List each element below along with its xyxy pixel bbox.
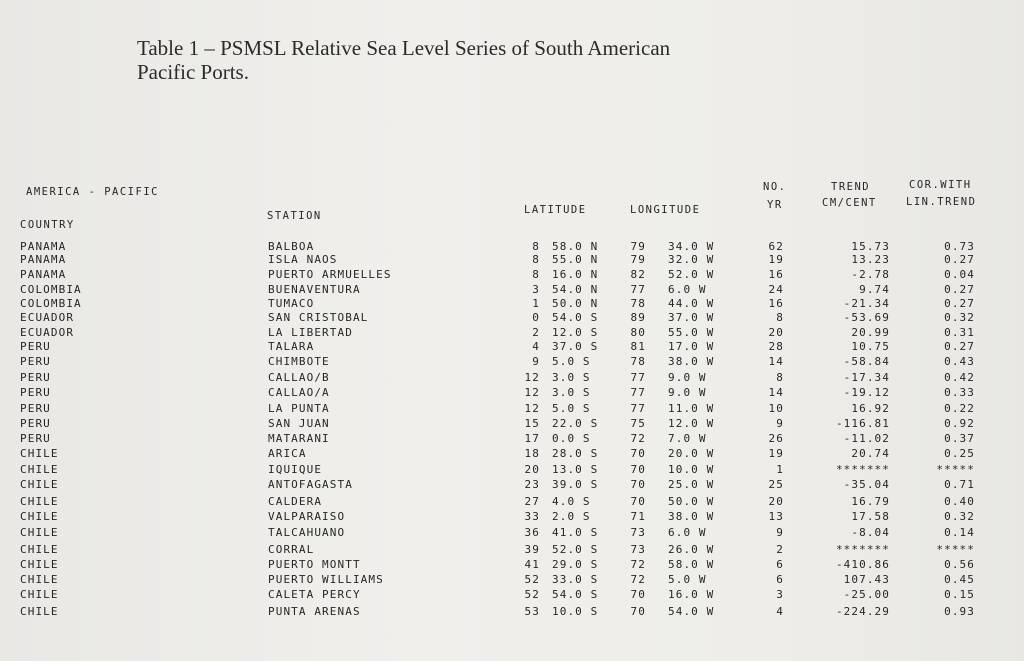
country-cell: PANAMA bbox=[20, 253, 67, 266]
longitude-minutes-cell: 9.0 W bbox=[668, 371, 707, 384]
latitude-degrees-cell: 9 bbox=[532, 355, 540, 368]
latitude-degrees-cell: 0 bbox=[532, 311, 540, 324]
longitude-degrees-cell: 77 bbox=[630, 283, 646, 296]
latitude-degrees-cell: 12 bbox=[524, 402, 540, 415]
trend-cell: -410.86 bbox=[835, 558, 890, 571]
longitude-minutes-cell: 38.0 W bbox=[668, 510, 715, 523]
country-cell: CHILE bbox=[20, 447, 59, 460]
years-cell: 4 bbox=[776, 605, 784, 618]
correlation-cell: 0.73 bbox=[944, 240, 975, 253]
years-cell: 8 bbox=[776, 371, 784, 384]
table-row bbox=[0, 268, 1024, 282]
station-cell: CALLAO/B bbox=[268, 371, 330, 384]
trend-cell: ******* bbox=[835, 543, 890, 556]
table-row bbox=[0, 510, 1024, 524]
table-row bbox=[0, 386, 1024, 400]
latitude-degrees-cell: 52 bbox=[524, 573, 540, 586]
longitude-minutes-cell: 10.0 W bbox=[668, 463, 715, 476]
longitude-minutes-cell: 54.0 W bbox=[668, 605, 715, 618]
correlation-cell: 0.27 bbox=[944, 297, 975, 310]
latitude-degrees-cell: 20 bbox=[524, 463, 540, 476]
header-trend-line1: TREND bbox=[831, 181, 871, 193]
trend-cell: 15.73 bbox=[851, 240, 890, 253]
longitude-minutes-cell: 20.0 W bbox=[668, 447, 715, 460]
station-cell: TALARA bbox=[268, 340, 315, 353]
years-cell: 3 bbox=[776, 588, 784, 601]
latitude-minutes-cell: 4.0 S bbox=[552, 495, 591, 508]
longitude-degrees-cell: 72 bbox=[630, 432, 646, 445]
longitude-degrees-cell: 73 bbox=[630, 526, 646, 539]
years-cell: 6 bbox=[776, 573, 784, 586]
correlation-cell: 0.71 bbox=[944, 478, 975, 491]
correlation-cell: 0.37 bbox=[944, 432, 975, 445]
header-cor-line1: COR.WITH bbox=[909, 179, 972, 191]
trend-cell: -224.29 bbox=[835, 605, 890, 618]
country-cell: PERU bbox=[20, 355, 51, 368]
table-row bbox=[0, 463, 1024, 477]
latitude-minutes-cell: 5.0 S bbox=[552, 355, 591, 368]
country-cell: PERU bbox=[20, 371, 51, 384]
longitude-degrees-cell: 81 bbox=[630, 340, 646, 353]
years-cell: 16 bbox=[768, 268, 784, 281]
latitude-degrees-cell: 15 bbox=[524, 417, 540, 430]
longitude-degrees-cell: 79 bbox=[630, 240, 646, 253]
trend-cell: -25.00 bbox=[843, 588, 890, 601]
latitude-minutes-cell: 39.0 S bbox=[552, 478, 599, 491]
correlation-cell: 0.56 bbox=[944, 558, 975, 571]
country-cell: CHILE bbox=[20, 495, 59, 508]
latitude-degrees-cell: 8 bbox=[532, 240, 540, 253]
trend-cell: 10.75 bbox=[851, 340, 890, 353]
longitude-minutes-cell: 44.0 W bbox=[668, 297, 715, 310]
longitude-degrees-cell: 77 bbox=[630, 386, 646, 399]
correlation-cell: 0.43 bbox=[944, 355, 975, 368]
table-row bbox=[0, 543, 1024, 557]
header-no-line2: YR bbox=[767, 199, 783, 211]
latitude-degrees-cell: 12 bbox=[524, 386, 540, 399]
station-cell: ARICA bbox=[268, 447, 307, 460]
longitude-minutes-cell: 16.0 W bbox=[668, 588, 715, 601]
longitude-degrees-cell: 80 bbox=[630, 326, 646, 339]
years-cell: 2 bbox=[776, 543, 784, 556]
table-row bbox=[0, 311, 1024, 325]
latitude-minutes-cell: 37.0 S bbox=[552, 340, 599, 353]
station-cell: ISLA NAOS bbox=[268, 253, 338, 266]
country-cell: PERU bbox=[20, 386, 51, 399]
station-cell: CALETA PERCY bbox=[268, 588, 361, 601]
trend-cell: -8.04 bbox=[851, 526, 890, 539]
longitude-minutes-cell: 25.0 W bbox=[668, 478, 715, 491]
correlation-cell: 0.27 bbox=[944, 283, 975, 296]
correlation-cell: 0.27 bbox=[944, 340, 975, 353]
table-row bbox=[0, 588, 1024, 602]
station-cell: CALLAO/A bbox=[268, 386, 330, 399]
longitude-minutes-cell: 58.0 W bbox=[668, 558, 715, 571]
years-cell: 10 bbox=[768, 402, 784, 415]
table-row bbox=[0, 402, 1024, 416]
longitude-minutes-cell: 34.0 W bbox=[668, 240, 715, 253]
station-cell: LA LIBERTAD bbox=[268, 326, 353, 339]
longitude-minutes-cell: 12.0 W bbox=[668, 417, 715, 430]
latitude-minutes-cell: 33.0 S bbox=[552, 573, 599, 586]
header-cor-line2: LIN.TREND bbox=[906, 196, 977, 208]
latitude-minutes-cell: 16.0 N bbox=[552, 268, 599, 281]
years-cell: 6 bbox=[776, 558, 784, 571]
latitude-minutes-cell: 0.0 S bbox=[552, 432, 591, 445]
longitude-degrees-cell: 82 bbox=[630, 268, 646, 281]
country-cell: CHILE bbox=[20, 478, 59, 491]
trend-cell: 13.23 bbox=[851, 253, 890, 266]
longitude-degrees-cell: 70 bbox=[630, 605, 646, 618]
country-cell: PANAMA bbox=[20, 240, 67, 253]
correlation-cell: 0.40 bbox=[944, 495, 975, 508]
latitude-degrees-cell: 27 bbox=[524, 495, 540, 508]
table-row bbox=[0, 240, 1024, 254]
station-cell: CORRAL bbox=[268, 543, 315, 556]
latitude-minutes-cell: 29.0 S bbox=[552, 558, 599, 571]
station-cell: CHIMBOTE bbox=[268, 355, 330, 368]
trend-cell: -58.84 bbox=[843, 355, 890, 368]
country-cell: PANAMA bbox=[20, 268, 67, 281]
trend-cell: -19.12 bbox=[843, 386, 890, 399]
years-cell: 19 bbox=[768, 447, 784, 460]
header-longitude: LONGITUDE bbox=[630, 204, 701, 216]
correlation-cell: 0.93 bbox=[944, 605, 975, 618]
trend-cell: -17.34 bbox=[843, 371, 890, 384]
trend-cell: 20.74 bbox=[851, 447, 890, 460]
correlation-cell: 0.42 bbox=[944, 371, 975, 384]
country-cell: ECUADOR bbox=[20, 326, 75, 339]
years-cell: 1 bbox=[776, 463, 784, 476]
country-cell: CHILE bbox=[20, 543, 59, 556]
longitude-minutes-cell: 38.0 W bbox=[668, 355, 715, 368]
table-row bbox=[0, 326, 1024, 340]
years-cell: 24 bbox=[768, 283, 784, 296]
table-row bbox=[0, 253, 1024, 267]
correlation-cell: 0.22 bbox=[944, 402, 975, 415]
correlation-cell: 0.31 bbox=[944, 326, 975, 339]
latitude-degrees-cell: 17 bbox=[524, 432, 540, 445]
longitude-degrees-cell: 71 bbox=[630, 510, 646, 523]
country-cell: CHILE bbox=[20, 510, 59, 523]
country-cell: CHILE bbox=[20, 588, 59, 601]
longitude-degrees-cell: 70 bbox=[630, 588, 646, 601]
longitude-degrees-cell: 78 bbox=[630, 297, 646, 310]
years-cell: 62 bbox=[768, 240, 784, 253]
station-cell: PUNTA ARENAS bbox=[268, 605, 361, 618]
header-trend-line2: CM/CENT bbox=[822, 197, 877, 209]
latitude-degrees-cell: 52 bbox=[524, 588, 540, 601]
table-row bbox=[0, 558, 1024, 572]
longitude-minutes-cell: 32.0 W bbox=[668, 253, 715, 266]
longitude-degrees-cell: 70 bbox=[630, 447, 646, 460]
latitude-minutes-cell: 13.0 S bbox=[552, 463, 599, 476]
correlation-cell: 0.04 bbox=[944, 268, 975, 281]
correlation-cell: ***** bbox=[936, 543, 975, 556]
country-cell: ECUADOR bbox=[20, 311, 75, 324]
latitude-degrees-cell: 8 bbox=[532, 253, 540, 266]
latitude-degrees-cell: 18 bbox=[524, 447, 540, 460]
longitude-degrees-cell: 79 bbox=[630, 253, 646, 266]
correlation-cell: ***** bbox=[936, 463, 975, 476]
trend-cell: 16.79 bbox=[851, 495, 890, 508]
correlation-cell: 0.32 bbox=[944, 311, 975, 324]
station-cell: CALDERA bbox=[268, 495, 323, 508]
latitude-degrees-cell: 2 bbox=[532, 326, 540, 339]
country-cell: COLOMBIA bbox=[20, 283, 82, 296]
latitude-minutes-cell: 28.0 S bbox=[552, 447, 599, 460]
years-cell: 14 bbox=[768, 386, 784, 399]
latitude-minutes-cell: 41.0 S bbox=[552, 526, 599, 539]
latitude-degrees-cell: 3 bbox=[532, 283, 540, 296]
trend-cell: -53.69 bbox=[843, 311, 890, 324]
years-cell: 9 bbox=[776, 417, 784, 430]
years-cell: 13 bbox=[768, 510, 784, 523]
latitude-minutes-cell: 54.0 S bbox=[552, 311, 599, 324]
longitude-degrees-cell: 75 bbox=[630, 417, 646, 430]
latitude-degrees-cell: 33 bbox=[524, 510, 540, 523]
longitude-minutes-cell: 5.0 W bbox=[668, 573, 707, 586]
years-cell: 28 bbox=[768, 340, 784, 353]
latitude-minutes-cell: 12.0 S bbox=[552, 326, 599, 339]
table-caption bbox=[137, 36, 837, 84]
country-cell: PERU bbox=[20, 340, 51, 353]
longitude-degrees-cell: 78 bbox=[630, 355, 646, 368]
longitude-degrees-cell: 72 bbox=[630, 573, 646, 586]
trend-cell: ******* bbox=[835, 463, 890, 476]
longitude-degrees-cell: 77 bbox=[630, 371, 646, 384]
correlation-cell: 0.25 bbox=[944, 447, 975, 460]
latitude-degrees-cell: 39 bbox=[524, 543, 540, 556]
station-cell: MATARANI bbox=[268, 432, 330, 445]
trend-cell: 9.74 bbox=[859, 283, 890, 296]
trend-cell: 107.43 bbox=[843, 573, 890, 586]
header-latitude: LATITUDE bbox=[524, 204, 587, 216]
longitude-minutes-cell: 7.0 W bbox=[668, 432, 707, 445]
longitude-minutes-cell: 9.0 W bbox=[668, 386, 707, 399]
longitude-minutes-cell: 50.0 W bbox=[668, 495, 715, 508]
caption-line-1: Table 1 – PSMSL Relative Sea Level Series of South American bbox=[137, 36, 671, 60]
country-cell: PERU bbox=[20, 402, 51, 415]
latitude-minutes-cell: 3.0 S bbox=[552, 386, 591, 399]
station-cell: TALCAHUANO bbox=[268, 526, 346, 539]
station-cell: BUENAVENTURA bbox=[268, 283, 361, 296]
longitude-minutes-cell: 6.0 W bbox=[668, 283, 707, 296]
station-cell: VALPARAISO bbox=[268, 510, 346, 523]
station-cell: PUERTO MONTT bbox=[268, 558, 361, 571]
latitude-minutes-cell: 22.0 S bbox=[552, 417, 599, 430]
longitude-minutes-cell: 17.0 W bbox=[668, 340, 715, 353]
correlation-cell: 0.14 bbox=[944, 526, 975, 539]
station-cell: ANTOFAGASTA bbox=[268, 478, 353, 491]
longitude-degrees-cell: 89 bbox=[630, 311, 646, 324]
caption-line-2: Pacific Ports. bbox=[137, 60, 249, 84]
country-cell: PERU bbox=[20, 432, 51, 445]
latitude-minutes-cell: 55.0 N bbox=[552, 253, 599, 266]
years-cell: 19 bbox=[768, 253, 784, 266]
station-cell: TUMACO bbox=[268, 297, 315, 310]
country-cell: CHILE bbox=[20, 463, 59, 476]
station-cell: SAN CRISTOBAL bbox=[268, 311, 369, 324]
table-row bbox=[0, 495, 1024, 509]
longitude-degrees-cell: 70 bbox=[630, 495, 646, 508]
station-cell: BALBOA bbox=[268, 240, 315, 253]
trend-cell: -2.78 bbox=[851, 268, 890, 281]
years-cell: 8 bbox=[776, 311, 784, 324]
latitude-minutes-cell: 52.0 S bbox=[552, 543, 599, 556]
longitude-minutes-cell: 52.0 W bbox=[668, 268, 715, 281]
table-row bbox=[0, 447, 1024, 461]
table-row bbox=[0, 478, 1024, 492]
longitude-degrees-cell: 70 bbox=[630, 463, 646, 476]
header-country: COUNTRY bbox=[20, 219, 75, 231]
latitude-degrees-cell: 1 bbox=[532, 297, 540, 310]
latitude-degrees-cell: 12 bbox=[524, 371, 540, 384]
country-cell: PERU bbox=[20, 417, 51, 430]
table-row bbox=[0, 340, 1024, 354]
correlation-cell: 0.15 bbox=[944, 588, 975, 601]
latitude-degrees-cell: 36 bbox=[524, 526, 540, 539]
latitude-degrees-cell: 53 bbox=[524, 605, 540, 618]
latitude-degrees-cell: 8 bbox=[532, 268, 540, 281]
correlation-cell: 0.45 bbox=[944, 573, 975, 586]
country-cell: CHILE bbox=[20, 605, 59, 618]
station-cell: LA PUNTA bbox=[268, 402, 330, 415]
latitude-degrees-cell: 41 bbox=[524, 558, 540, 571]
table-row bbox=[0, 355, 1024, 369]
station-cell: PUERTO ARMUELLES bbox=[268, 268, 392, 281]
trend-cell: -21.34 bbox=[843, 297, 890, 310]
latitude-minutes-cell: 58.0 N bbox=[552, 240, 599, 253]
header-station: STATION bbox=[267, 210, 322, 222]
country-cell: COLOMBIA bbox=[20, 297, 82, 310]
years-cell: 9 bbox=[776, 526, 784, 539]
trend-cell: 20.99 bbox=[851, 326, 890, 339]
years-cell: 20 bbox=[768, 495, 784, 508]
longitude-minutes-cell: 26.0 W bbox=[668, 543, 715, 556]
latitude-minutes-cell: 5.0 S bbox=[552, 402, 591, 415]
trend-cell: -11.02 bbox=[843, 432, 890, 445]
longitude-degrees-cell: 70 bbox=[630, 478, 646, 491]
correlation-cell: 0.27 bbox=[944, 253, 975, 266]
latitude-degrees-cell: 23 bbox=[524, 478, 540, 491]
longitude-degrees-cell: 77 bbox=[630, 402, 646, 415]
correlation-cell: 0.92 bbox=[944, 417, 975, 430]
latitude-minutes-cell: 2.0 S bbox=[552, 510, 591, 523]
trend-cell: 16.92 bbox=[851, 402, 890, 415]
country-cell: CHILE bbox=[20, 573, 59, 586]
latitude-minutes-cell: 54.0 N bbox=[552, 283, 599, 296]
years-cell: 14 bbox=[768, 355, 784, 368]
latitude-minutes-cell: 50.0 N bbox=[552, 297, 599, 310]
station-cell: PUERTO WILLIAMS bbox=[268, 573, 384, 586]
latitude-minutes-cell: 10.0 S bbox=[552, 605, 599, 618]
years-cell: 20 bbox=[768, 326, 784, 339]
correlation-cell: 0.32 bbox=[944, 510, 975, 523]
table-row bbox=[0, 432, 1024, 446]
longitude-degrees-cell: 72 bbox=[630, 558, 646, 571]
trend-cell: -116.81 bbox=[835, 417, 890, 430]
latitude-minutes-cell: 3.0 S bbox=[552, 371, 591, 384]
years-cell: 26 bbox=[768, 432, 784, 445]
station-cell: SAN JUAN bbox=[268, 417, 330, 430]
longitude-minutes-cell: 37.0 W bbox=[668, 311, 715, 324]
country-cell: CHILE bbox=[20, 558, 59, 571]
table-row bbox=[0, 283, 1024, 297]
longitude-minutes-cell: 6.0 W bbox=[668, 526, 707, 539]
header-no-line1: NO. bbox=[763, 181, 787, 193]
trend-cell: 17.58 bbox=[851, 510, 890, 523]
longitude-minutes-cell: 55.0 W bbox=[668, 326, 715, 339]
country-cell: CHILE bbox=[20, 526, 59, 539]
table-row bbox=[0, 297, 1024, 311]
station-cell: IQUIQUE bbox=[268, 463, 323, 476]
latitude-minutes-cell: 54.0 S bbox=[552, 588, 599, 601]
longitude-degrees-cell: 73 bbox=[630, 543, 646, 556]
table-row bbox=[0, 526, 1024, 540]
table-row bbox=[0, 371, 1024, 385]
table-row bbox=[0, 605, 1024, 619]
trend-cell: -35.04 bbox=[843, 478, 890, 491]
years-cell: 16 bbox=[768, 297, 784, 310]
longitude-minutes-cell: 11.0 W bbox=[668, 402, 715, 415]
region-heading: AMERICA - PACIFIC bbox=[26, 186, 159, 198]
correlation-cell: 0.33 bbox=[944, 386, 975, 399]
latitude-degrees-cell: 4 bbox=[532, 340, 540, 353]
table-row bbox=[0, 573, 1024, 587]
years-cell: 25 bbox=[768, 478, 784, 491]
table-row bbox=[0, 417, 1024, 431]
